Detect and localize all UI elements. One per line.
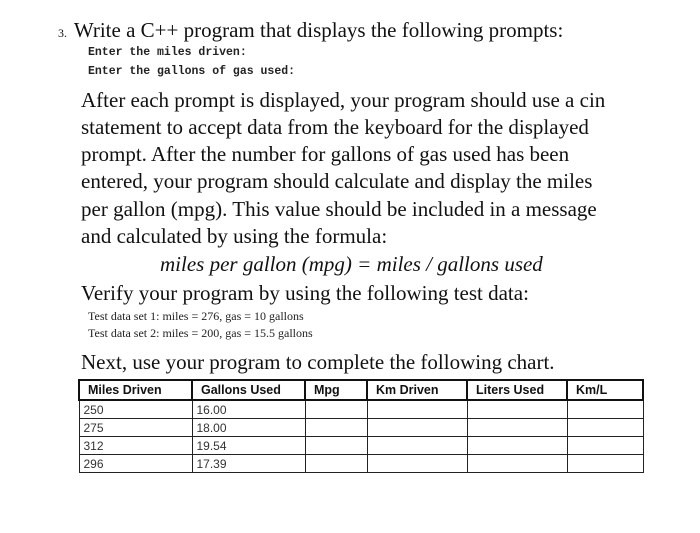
prompt-gallons: Enter the gallons of gas used:: [88, 65, 296, 78]
cell-liters-used: [467, 455, 567, 473]
header-mpg: Mpg: [305, 380, 367, 400]
next-text: Next, use your program to complete the following chart.: [81, 350, 555, 374]
cell-miles-driven: 250: [79, 400, 192, 419]
formula: miles per gallon (mpg) = miles / gallons used: [160, 252, 543, 276]
table-row: [79, 437, 643, 455]
paragraph-line-6: and calculated by using the formula:: [81, 224, 388, 248]
cell-gallons-used: 18.00: [192, 419, 305, 437]
cell-gallons-used: 17.39: [192, 455, 305, 473]
cell-liters-used: [467, 400, 567, 419]
paragraph-line-2: statement to accept data from the keyboard for the displayed: [81, 115, 589, 139]
cell-liters-used: [467, 419, 567, 437]
test-data-1: Test data set 1: miles = 276, gas = 10 gallons: [88, 309, 304, 323]
cell-liters-used: [467, 437, 567, 455]
paragraph-line-3: prompt. After the number for gallons of gas used has been: [81, 142, 570, 166]
chart-header-row: [79, 380, 643, 400]
header-liters-used: Liters Used: [467, 380, 567, 400]
paragraph-line-1: After each prompt is displayed, your program should use a cin: [81, 88, 606, 112]
question-heading: [58, 17, 563, 46]
header-km-per-liter: Km/L: [567, 380, 643, 400]
cell-mpg: [305, 400, 367, 419]
question-number: 3.: [58, 26, 67, 40]
cell-km-driven: [367, 400, 467, 419]
cell-gallons-used: 19.54: [192, 437, 305, 455]
cell-mpg: [305, 437, 367, 455]
cell-gallons-used: 16.00: [192, 400, 305, 419]
cell-km-per-liter: [567, 455, 643, 473]
table-row: [79, 400, 643, 419]
table-row: [79, 455, 643, 473]
verify-text: Verify your program by using the following test data:: [81, 281, 529, 305]
header-km-driven: Km Driven: [367, 380, 467, 400]
question-title: Write a C++ program that displays the following prompts:: [73, 18, 564, 42]
cell-km-per-liter: [567, 437, 643, 455]
cell-km-driven: [367, 419, 467, 437]
cell-miles-driven: 275: [79, 419, 192, 437]
header-gallons-used: Gallons Used: [192, 380, 305, 400]
cell-km-per-liter: [567, 419, 643, 437]
cell-mpg: [305, 455, 367, 473]
test-data-2: Test data set 2: miles = 200, gas = 15.5 gallons: [88, 326, 313, 340]
mileage-chart: [78, 379, 644, 473]
prompt-miles: Enter the miles driven:: [88, 46, 247, 59]
paragraph-line-4: entered, your program should calculate and display the miles: [81, 169, 593, 193]
cell-miles-driven: 312: [79, 437, 192, 455]
cell-mpg: [305, 419, 367, 437]
cell-km-per-liter: [567, 400, 643, 419]
paragraph-line-5: per gallon (mpg). This value should be included in a message: [81, 197, 597, 221]
cell-km-driven: [367, 455, 467, 473]
header-miles-driven: Miles Driven: [79, 380, 192, 400]
cell-miles-driven: 296: [79, 455, 192, 473]
table-row: [79, 419, 643, 437]
cell-km-driven: [367, 437, 467, 455]
